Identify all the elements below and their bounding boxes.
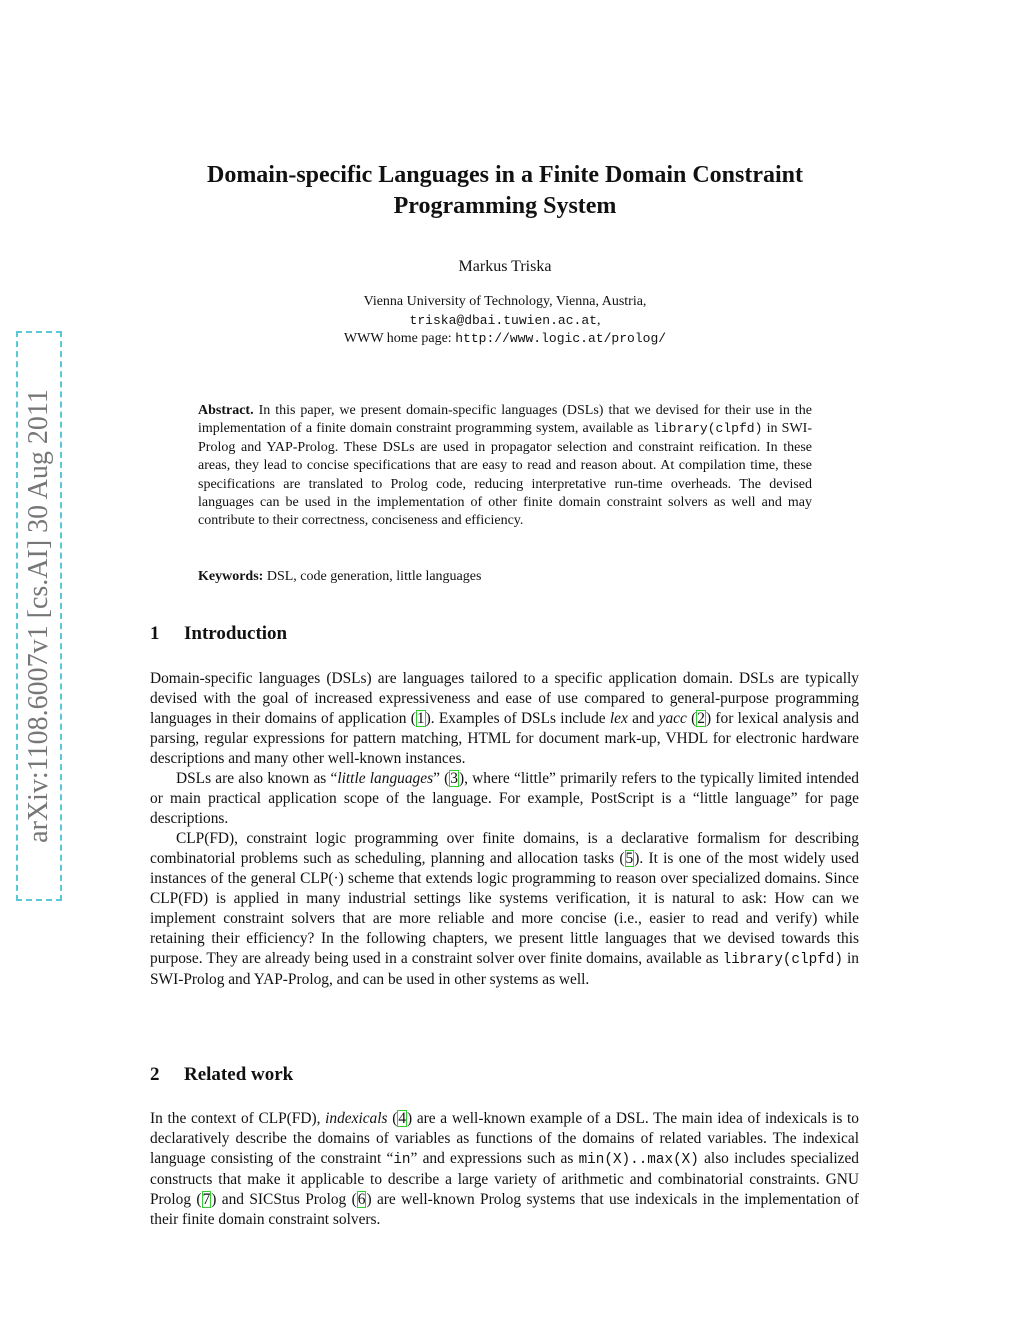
abstract-text-b: in SWI-Prolog and YAP-Prolog. These DSLs are used in propagator selection and constraint reification. In these areas, they lead to concise specifications that are easy to read and reason about. At compilation time, these specifications are translated to Prolog code, reducing interpretative run-time overheads. The devised languages can be used in the implementation of other finite domain constraint solvers as well and may contribute to their correctness, conciseness and efficiency.	[198, 421, 812, 529]
text-run: ). Examples of DSLs include	[425, 710, 610, 727]
text-run: (	[686, 710, 697, 727]
title-line-1: Domain-specific Languages in a Finite Domain Constraint	[206, 162, 803, 188]
intro-paragraph-3	[150, 829, 859, 990]
citation-2[interactable]: 2	[697, 710, 705, 727]
minmax-code: min(X)..max(X)	[578, 1152, 699, 1168]
text-run: ) and SICStus Prolog (	[211, 1191, 357, 1208]
text-run: ” (	[433, 770, 450, 787]
text-run: ) for lexical analysis and parsing, regular expressions for pattern matching, HTML for document mark-up, VHDL for electronic hardware descriptions and many other well-known instances.	[150, 710, 859, 767]
citation-3[interactable]: 3	[450, 770, 458, 787]
author-name: Markus Triska	[458, 258, 552, 275]
yacc-term: yacc	[658, 710, 687, 727]
citation-6[interactable]: 6	[357, 1191, 366, 1208]
text-run: Domain-specific languages (DSLs) are languages tailored to a specific application domain. DSLs are typically devised with the goal of increased expressiveness and ease of use compared to general-purpose programming languages in their domains of application (	[150, 670, 859, 727]
text-run: in SWI-Prolog and YAP-Prolog, and can be used in other systems as well.	[150, 950, 859, 988]
indexicals-term: indexicals	[325, 1110, 388, 1127]
text-run: DSLs are also known as “	[176, 770, 338, 787]
section-2-title: Related work	[184, 1064, 294, 1085]
section-1-body	[150, 669, 859, 990]
section-2-heading	[150, 1063, 293, 1087]
text-run: In the context of CLP(FD),	[150, 1110, 326, 1127]
citation-7[interactable]: 7	[202, 1191, 211, 1208]
in-code: in	[393, 1152, 411, 1168]
section-2-body	[150, 1109, 859, 1230]
text-run: (	[387, 1110, 398, 1127]
related-paragraph-1	[150, 1109, 859, 1230]
citation-1[interactable]: 1	[416, 710, 425, 727]
text-run: ” and expressions such as	[410, 1150, 579, 1167]
clpfd-code: library(clpfd)	[722, 952, 843, 968]
little-languages-term: little languages	[337, 770, 434, 787]
title-line-2: Programming System	[393, 193, 617, 219]
section-2-number: 2	[150, 1064, 160, 1085]
text-run: and	[627, 710, 659, 727]
section-1-heading	[150, 622, 287, 646]
section-1-number: 1	[150, 623, 160, 644]
abstract-label: Abstract.	[198, 403, 254, 418]
citation-5[interactable]: 5	[625, 850, 634, 867]
text-run: ) are a well-known example of a DSL. The main idea of indexicals is to declaratively describe the domains of variables as functions of the domains of related variables. The indexical language consisting of the constraint “	[150, 1110, 859, 1167]
arxiv-sidebar	[16, 331, 62, 901]
email-link[interactable]: triska@dbai.tuwien.ac.at	[409, 312, 597, 328]
paper-title	[150, 160, 860, 222]
arxiv-identifier: arXiv:1108.6007v1 [cs.AI] 30 Aug 2011	[23, 389, 54, 843]
homepage-link[interactable]: http://www.logic.at/prolog/	[455, 331, 667, 346]
intro-paragraph-2	[150, 769, 859, 829]
keywords	[198, 568, 812, 586]
keywords-text: DSL, code generation, little languages	[263, 569, 482, 584]
abstract	[198, 402, 812, 531]
abstract-code: library(clpfd)	[653, 421, 763, 437]
abstract-text-a: In this paper, we present domain-specific languages (DSLs) that we devised for their use in the implementation of a finite domain constraint programming system, available as	[198, 403, 812, 437]
section-1-title: Introduction	[184, 623, 288, 644]
text-run: ) are well-known Prolog systems that use indexicals in the implementation of their finite domain constraint solvers.	[150, 1191, 859, 1228]
lex-term: lex	[609, 710, 628, 727]
keywords-label: Keywords:	[198, 569, 264, 584]
homepage-label: WWW home page:	[343, 331, 456, 346]
text-run: ), where “little” primarily refers to the typically limited intended or main practical application scope of the language. For example, PostScript is a “little language” for page descriptions.	[150, 770, 859, 827]
email-suffix: ,	[596, 312, 601, 328]
text-run: CLP(FD), constraint logic programming over finite domains, is a declarative formalism for describing combinatorial problems such as scheduling, planning and allocation tasks (	[150, 830, 859, 867]
affiliation-block	[150, 293, 860, 349]
text-run: also includes specialized constructs that make it applicable to describe a large variety of arithmetic and combinatorial constraints. GNU Prolog (	[150, 1150, 860, 1208]
text-run: ). It is one of the most widely used instances of the general CLP(·) scheme that extends logic programming to reason over specialized domains. Since CLP(FD) is applied in many industrial settings like systems verification, it is natural to ask: How can we implement constraint solvers that are more reliable and more concise (i.e., easier to read and verify) while retaining their efficiency? In the following chapters, we present little languages that we devised towards this purpose. They are already being used in a constraint solver over finite domains, available as	[150, 850, 859, 967]
affiliation: Vienna University of Technology, Vienna, Austria,	[363, 294, 647, 309]
citation-4[interactable]: 4	[398, 1110, 407, 1127]
intro-paragraph-1	[150, 669, 859, 769]
